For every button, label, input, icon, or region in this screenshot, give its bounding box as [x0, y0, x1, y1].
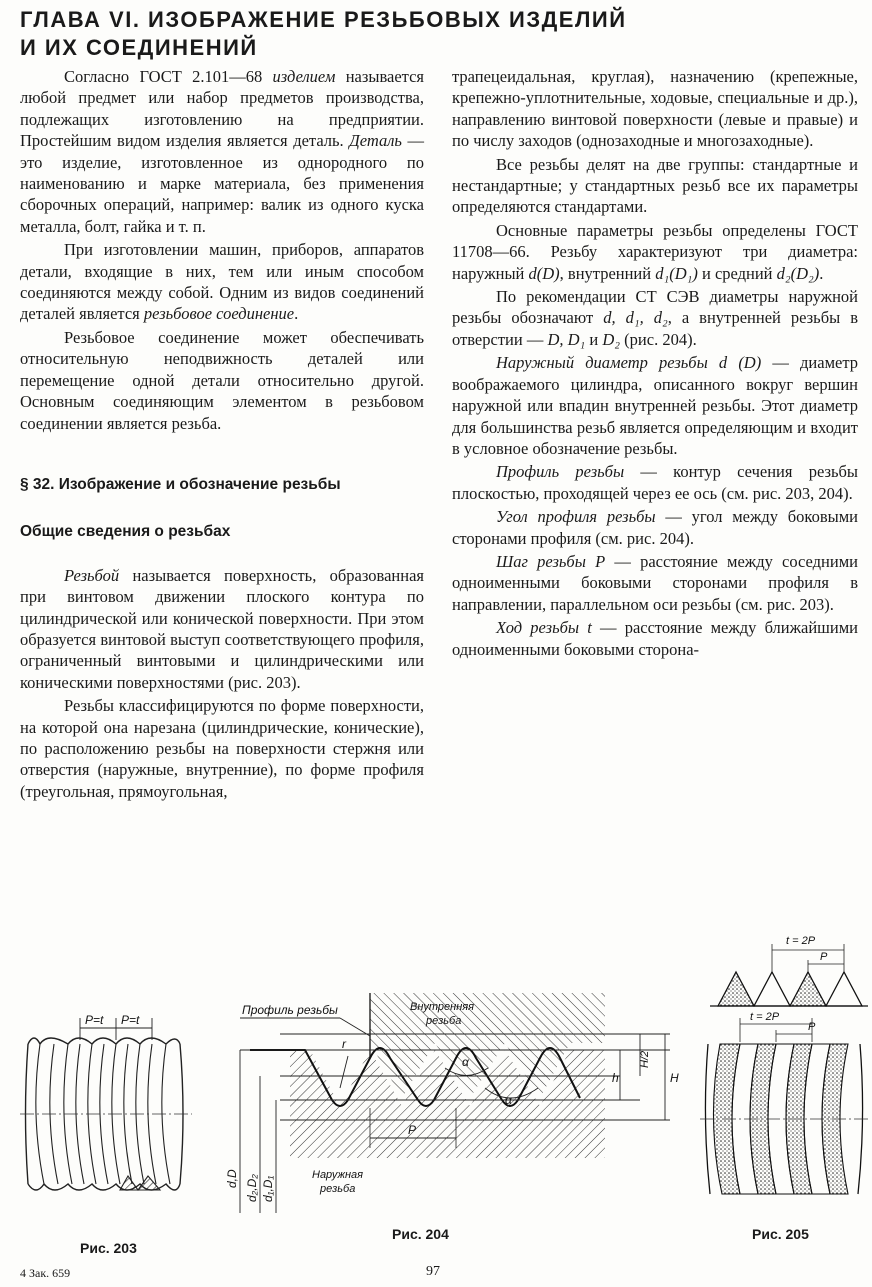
fig204-label-d-D: d,D	[225, 1169, 239, 1188]
paragraph: Резьбовое соединение может обеспечивать относительную неподвижность деталей или перемещение одной детали относительно другой. Основным соединяющим элементом в резьбовом соединении является резьба.	[20, 327, 424, 433]
paragraph: При изготовлении машин, приборов, аппаратов детали, входящие в них, тем или иным способом соединяются между собой. Одним из видов соединений деталей является резьбовое соединение.	[20, 240, 424, 324]
fig204-label-alpha: α	[462, 1055, 469, 1069]
figure-203-caption: Рис. 203	[80, 1240, 137, 1256]
figure-204-thread-profile	[220, 988, 680, 1218]
left-column	[20, 66, 424, 804]
fig205-label-lead-1: t = 2P	[786, 935, 816, 947]
right-column	[452, 66, 858, 662]
paragraph: Все резьбы делят на две группы: стандартные и нестандартные; у стандартных резьб все их параметры определяются стандартами.	[452, 154, 858, 217]
fig205-label-pitch-1: P	[820, 951, 828, 963]
paragraph: Наружный диаметр резьбы d (D) — диаметр воображаемого цилиндра, описанного вокруг вершин наружной или впадин внутренней резьбы. Этот диаметр для большинства резьб является определяющим и входит в условное обозначение резьбы.	[452, 353, 858, 458]
fig204-label-d2-D2: d₂,D₂	[245, 1174, 259, 1202]
subsection-heading: Общие сведения о резьбах	[20, 523, 231, 541]
fig203-label-pitch-2: P=t	[121, 1013, 140, 1027]
fig203-label-pitch-1: P=t	[85, 1013, 104, 1027]
figure-205-multistart-thread	[700, 924, 870, 1204]
figure-204-caption: Рис. 204	[392, 1226, 449, 1242]
paragraph: Ход резьбы t — расстояние между ближайшими одноименными боковыми сторона-	[452, 618, 858, 659]
paragraph: Резьбой называется поверхность, образованная при винтовом движении плоского контура по цилиндрической или конической поверхности. При этом образуется винтовой выступ соответствующего профиля, ограниченный винтовыми и цилиндрическими или коническими поверхностями (рис. 203).	[20, 565, 424, 692]
chapter-title	[20, 6, 860, 62]
paragraph: Профиль резьбы — контур сечения резьбы плоскостью, проходящей через ее ось (см. рис. 203, 204).	[452, 462, 859, 503]
fig204-label-outer-2: резьба	[320, 1183, 356, 1195]
chapter-title-line-2: И ИХ СОЕДИНЕНИЙ	[20, 35, 258, 60]
fig204-label-profile: Профиль резьбы	[242, 1003, 338, 1017]
fig204-label-inner-1: Внутренняя	[410, 1001, 475, 1013]
page-number: 97	[426, 1264, 440, 1279]
paragraph: Согласно ГОСТ 2.101—68 изделием называется любой предмет или набор предметов производства, подлежащих изготовлению на предприятии. Простейшим видом изделия является деталь. Деталь — это изделие, изготовленное из однородного по наименованию и марке материала, без применения сборочных операций, например: валик из одного куска металла, болт, гайка и т. п.	[20, 67, 424, 236]
paragraph: Резьбы классифицируются по форме поверхности, на которой она нарезана (цилиндрические, конические), по расположению резьбы на поверхности стержня или отверстия (наружные, внутренние), по форме профиля (треугольная, прямоугольная,	[20, 696, 424, 801]
chapter-title-line-1: ГЛАВА VI. ИЗОБРАЖЕНИЕ РЕЗЬБОВЫХ ИЗДЕЛИЙ	[20, 7, 627, 32]
fig204-label-d1-D1: d₁,D₁	[261, 1175, 275, 1202]
figure-205-caption: Рис. 205	[752, 1226, 809, 1242]
fig205-label-lead-2: t = 2P	[750, 1011, 780, 1023]
fig204-label-h-half: H/2	[639, 1050, 651, 1068]
paragraph: Шаг резьбы P — расстояние между соседними одноименными боковыми сторонами профиля в направлении, параллельном оси резьбы (см. рис. 203).	[452, 551, 858, 614]
fig204-label-outer-1: Наружная	[312, 1169, 364, 1181]
fig204-label-r: r	[342, 1037, 346, 1051]
fig204-label-alpha-2: α	[505, 1093, 512, 1107]
paragraph: трапецеидальная, круглая), назначению (крепежные, крепежно-уплотнительные, ходовые, специальные и др.), направлению винтовой поверхности (левые и правые) и по числу заходов (однозаходные и многозаходные).	[452, 67, 858, 151]
fig205-label-pitch-2: P	[808, 1021, 816, 1033]
fig204-label-h: h	[612, 1071, 619, 1085]
section-heading: § 32. Изображение и обозначение резьбы	[20, 475, 341, 493]
fig204-label-inner-2: резьба	[426, 1015, 462, 1027]
paragraph: По рекомендации СТ СЭВ диаметры наружной резьбы обозначают d, d₁, d₂, а внутренней резьбы в отверстии — D, D₁ и D₂ (рис. 204).	[452, 287, 858, 349]
fig204-label-pitch: P	[408, 1123, 417, 1137]
paragraph: Основные параметры резьбы определены ГОСТ 11708—66. Резьбу характеризуют три диаметра: наружный d(D), внутренний d₁(D₁) и средний d₂(D₂).	[452, 220, 858, 283]
paragraph: Угол профиля резьбы — угол между боковыми сторонами профиля (см. рис. 204).	[452, 507, 859, 548]
fig204-label-H: H	[670, 1071, 679, 1085]
printer-signature: 4 Зак. 659	[20, 1266, 71, 1280]
figure-203-thread-drawing	[20, 1004, 210, 1224]
